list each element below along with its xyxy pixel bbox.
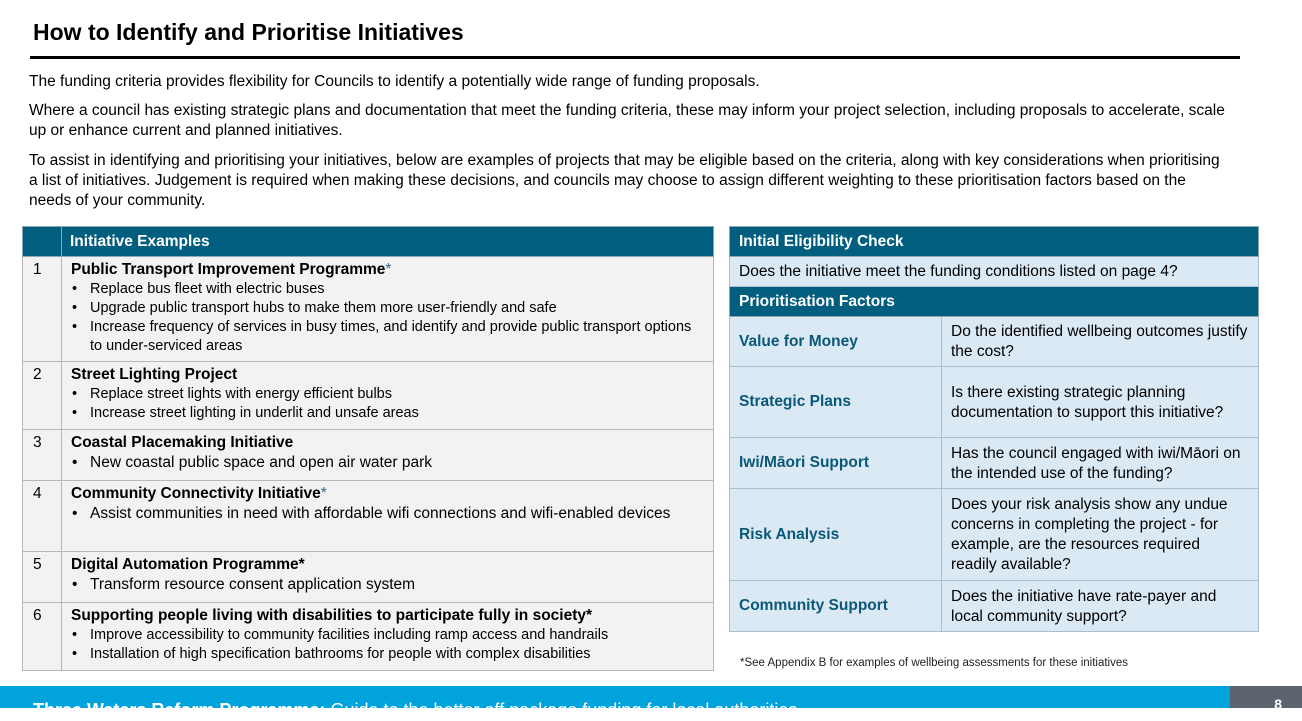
factor-label: Iwi/Māori Support — [730, 438, 942, 489]
prioritisation-header: Prioritisation Factors — [730, 287, 1259, 317]
factor-label: Community Support — [730, 581, 942, 632]
initiative-number: 2 — [23, 362, 62, 430]
initiative-row — [23, 481, 714, 552]
factor-label: Risk Analysis — [730, 489, 942, 581]
number-column-header — [23, 227, 62, 257]
footnote-star: * — [385, 261, 392, 278]
initiative-title — [71, 365, 705, 385]
footer-bar — [0, 686, 1230, 720]
intro-paragraph-3: To assist in identifying and prioritising your initiatives, below are examples of projects that may be eligible based on the criteria, along with key considerations when prioritising a list of initiatives. Judgement is required when making these decisions, and councils may choose to assign different weighting to these prioritisation factors based on the needs of your community. — [29, 152, 1220, 209]
initiative-title — [71, 606, 705, 626]
footnote-star: * — [320, 485, 327, 502]
initiative-row — [23, 257, 714, 362]
factor-row — [730, 581, 1259, 632]
prioritisation-header-row — [730, 287, 1259, 317]
initiative-bullets — [71, 280, 705, 356]
initiative-row — [23, 552, 714, 603]
initiative-bullets — [71, 453, 705, 473]
factor-question: Does the initiative have rate-payer and local community support? — [942, 581, 1259, 632]
initiative-number: 3 — [23, 430, 62, 481]
initiative-number: 1 — [23, 257, 62, 362]
page-title: How to Identify and Prioritise Initiatives — [33, 19, 464, 45]
bullet-item: • Installation of high specification bathrooms for people with complex disabilities — [71, 645, 705, 664]
bullet-item: • Assist communities in need with affordable wifi connections and wifi-enabled devices — [71, 504, 705, 524]
initiative-bullets — [71, 385, 705, 423]
initiative-number: 5 — [23, 552, 62, 603]
initiative-title — [71, 484, 705, 504]
initiative-title — [71, 433, 705, 453]
bullet-item: • Upgrade public transport hubs to make them more user-friendly and safe — [71, 299, 705, 318]
footer-subtitle: Guide to the better off package funding for local authorities — [330, 700, 798, 720]
initiative-cell — [62, 257, 714, 362]
factor-label: Value for Money — [730, 317, 942, 367]
eligibility-prioritisation-table — [729, 226, 1259, 632]
initiative-cell — [62, 603, 714, 671]
intro-paragraph-1: The funding criteria provides flexibility for Councils to identify a potentially wide range of funding proposals. — [29, 73, 760, 90]
initiative-cell — [62, 430, 714, 481]
footer-program: Three Waters Reform Programme: — [33, 700, 326, 720]
initiative-number: 4 — [23, 481, 62, 552]
eligibility-question: Does the initiative meet the funding conditions listed on page 4? — [730, 257, 1259, 287]
initiative-cell — [62, 481, 714, 552]
bullet-item: • Transform resource consent application system — [71, 575, 705, 595]
initiative-title-text: Coastal Placemaking Initiative — [71, 434, 294, 451]
initiative-cell — [62, 552, 714, 603]
factor-row — [730, 489, 1259, 581]
initiative-title-text: Supporting people living with disabilities to participate fully in society* — [71, 607, 593, 624]
initiative-number: 6 — [23, 603, 62, 671]
factor-row — [730, 367, 1259, 438]
factor-label: Strategic Plans — [730, 367, 942, 438]
factor-question: Does your risk analysis show any undue concerns in completing the project - for example, are the resources required readily available? — [942, 489, 1259, 581]
footnote: *See Appendix B for examples of wellbeing assessments for these initiatives — [740, 657, 1129, 669]
initiative-title — [71, 260, 705, 280]
factor-question: Do the identified wellbeing outcomes justify the cost? — [942, 317, 1259, 367]
bullet-item: • Replace bus fleet with electric buses — [71, 280, 705, 299]
bullet-item: • Increase street lighting in underlit and unsafe areas — [71, 404, 705, 423]
initiative-bullets — [71, 626, 705, 664]
initiative-cell — [62, 362, 714, 430]
initiative-title-text: Digital Automation Programme* — [71, 556, 305, 573]
title-divider — [30, 56, 1240, 59]
factor-question: Is there existing strategic planning documentation to support this initiative? — [942, 367, 1259, 438]
bullet-item: • Improve accessibility to community facilities including ramp access and handrails — [71, 626, 705, 645]
footer-title — [33, 700, 797, 721]
initiative-title-text: Public Transport Improvement Programme — [71, 261, 386, 278]
bullet-item: • Replace street lights with energy efficient bulbs — [71, 385, 705, 404]
intro-paragraph-2: Where a council has existing strategic plans and documentation that meet the funding criteria, these may inform your project selection, including proposals to accelerate, scale up or enhance current and planned initiatives. — [29, 102, 1225, 139]
initiative-row — [23, 362, 714, 430]
factor-row — [730, 438, 1259, 489]
page-number-box — [1230, 686, 1302, 712]
initiative-bullets — [71, 575, 705, 595]
initiative-header-row — [23, 227, 714, 257]
initiative-column-header: Initiative Examples — [62, 227, 714, 257]
bullet-item: • Increase frequency of services in busy times, and identify and provide public transport options to under-serviced areas — [71, 318, 705, 356]
initiative-title-text: Street Lighting Project — [71, 366, 238, 383]
initiative-row — [23, 603, 714, 671]
initiative-title — [71, 555, 705, 575]
page-number: 8 — [1274, 696, 1282, 712]
bullet-item: • New coastal public space and open air water park — [71, 453, 705, 473]
initiative-examples-table — [22, 226, 714, 671]
eligibility-row — [730, 257, 1259, 287]
eligibility-header-row — [730, 227, 1259, 257]
eligibility-header: Initial Eligibility Check — [730, 227, 1259, 257]
initiative-row — [23, 430, 714, 481]
initiative-bullets — [71, 504, 705, 524]
initiative-title-text: Community Connectivity Initiative — [71, 485, 321, 502]
factor-row — [730, 317, 1259, 367]
factor-question: Has the council engaged with iwi/Māori on the intended use of the funding? — [942, 438, 1259, 489]
